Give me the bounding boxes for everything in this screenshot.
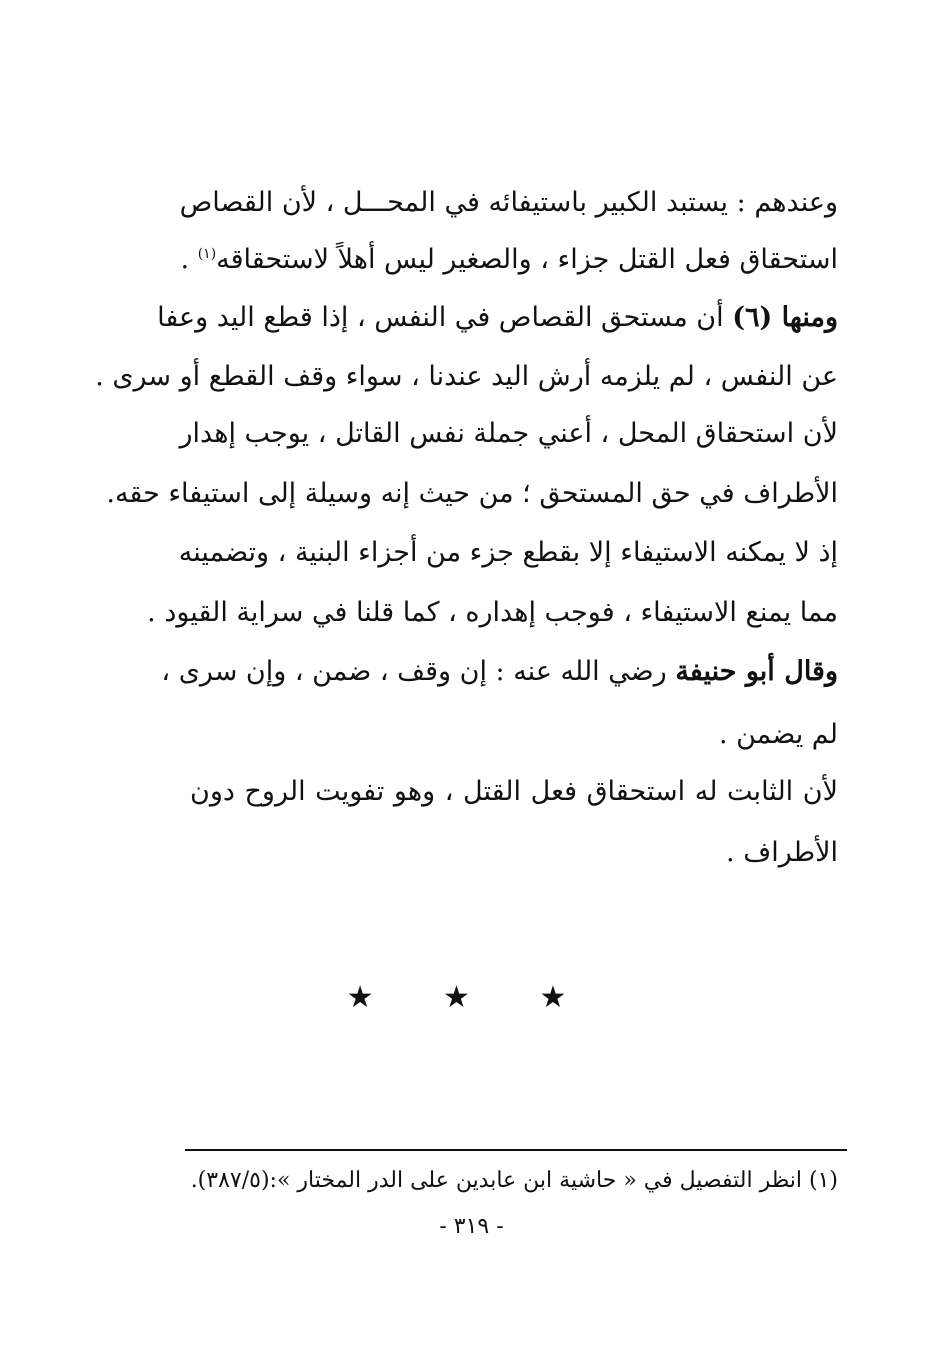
paragraph-1-line-2 [181,240,838,280]
paragraph-2-line-2 [95,357,838,397]
footnote-reference: (١) [197,246,217,262]
text: إذ لا يمكنه الاستيفاء إلا بقطع جزء من أجزاء البنية ، وتضمينه [178,537,838,568]
paragraph-1-line-1 [179,183,838,223]
text: الأطراف في حق المستحق ؛ من حيث إنه وسيلة إلى استيفاء حقه. [106,478,838,509]
text: لم يضمن . [718,719,838,750]
paragraph-3-line-2 [106,474,838,514]
paragraph-4-line-2 [147,593,838,633]
text: رضي الله عنه : إن وقف ، ضمن ، وإن سرى ، [161,656,676,687]
paragraph-6-line-2 [726,833,838,873]
paragraph-3-line-1 [179,414,838,454]
text: لأن الثابت له استحقاق فعل القتل ، وهو تفويت الروح دون [190,776,838,807]
text: استحقاق فعل القتل جزاء ، والصغير ليس أهلاً لاستحقاقه [216,244,838,275]
page-number: - ٣١٩ - [439,1214,504,1239]
text: مما يمنع الاستيفاء ، فوجب إهداره ، كما قلنا في سراية القيود . [147,597,838,628]
paragraph-lead: ومنها (٦) [732,302,838,333]
paragraph-2-line-1 [157,298,838,338]
paragraph-5-line-1 [161,652,838,692]
text: عن النفس ، لم يلزمه أرش اليد عندنا ، سواء وقف القطع أو سرى . [95,361,838,392]
section-separator: ★ ★ ★ [346,980,597,1015]
footnote-divider [185,1149,847,1151]
text: الأطراف . [726,837,838,868]
text-end: . [180,244,198,275]
text: وعندهم : يستبد الكبير باستيفائه في المحـــل ، لأن القصاص [179,187,838,218]
text: أن مستحق القصاص في النفس ، إذا قطع اليد وعفا [157,302,733,333]
paragraph-4-line-1 [178,533,838,573]
paragraph-lead: وقال أبو حنيفة [675,656,838,687]
paragraph-5-line-2 [719,715,838,755]
paragraph-6-line-1 [190,772,838,812]
footnote: (١) انظر التفصيل في « حاشية ابن عابدين على الدر المختار »:(٣٨٧/٥). [190,1168,838,1193]
text: لأن استحقاق المحل ، أعني جملة نفس القاتل ، يوجب إهدار [179,418,838,449]
